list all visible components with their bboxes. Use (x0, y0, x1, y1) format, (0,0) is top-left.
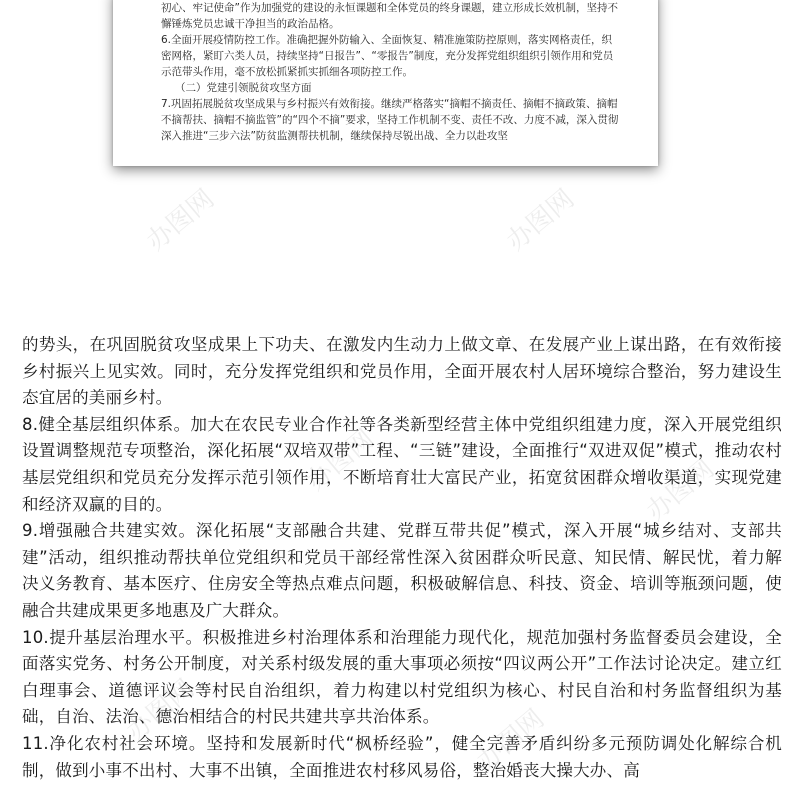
body-paragraph: 的势头，在巩固脱贫攻坚成果上下功夫、在激发内生动力上做文章、在发展产业上谋出路，在有效衔接乡村振兴上见实效。同时，充分发挥党组织和党员作用，全面开展农村人居环境综合整治，努力建设生态宜居的美丽乡村。 (22, 335, 782, 408)
watermark-text: 办图网 (141, 183, 221, 257)
body-paragraph: 9.增强融合共建实效。深化拓展“支部融合共建、党群互带共促”模式，深入开展“城乡结对、支部共建”活动，组织推动帮扶单位党组织和党员干部经常性深入贫困群众听民意、知民情、解民忧，着力解决义务教育、基本医疗、住房安全等热点难点问题，积极破解信息、科技、资金、培训等瓶颈问题，使融合共建成果更多地惠及广大群众。 (22, 521, 782, 620)
watermark-text: 办图网 (471, 703, 551, 777)
preview-text (161, 0, 621, 144)
preview-paragraph: 初心、牢记使命”作为加强党的建设的永恒课题和全体党员的终身课题，建立形成长效机制，坚持不懈锤炼党员忠诚干净担当的政治品格。 (161, 2, 618, 30)
body-paragraph: 10.提升基层治理水平。积极推进乡村治理体系和治理能力现代化，规范加强村务监督委员会建设，全面落实党务、村务公开制度，对关系村级发展的重大事项必须按“四议两公开”工作法讨论决定。建立红白理事会、道德评议会等村民自治组织，着力构建以村党组织为核心、村民自治和村务监督组织为基础，自治、法治、德治相结合的村民共建共享共治体系。 (22, 627, 782, 727)
preview-subheading: （二）党建引领脱贫攻坚方面 (175, 82, 312, 94)
watermark-text: 办图网 (501, 183, 581, 257)
document-preview-card (113, 0, 658, 166)
document-body (22, 332, 782, 784)
body-paragraph: 11.净化农村社会环境。坚持和发展新时代“枫桥经验”，健全完善矛盾纠纷多元预防调处化解综合机制，做到小事不出村、大事不出镇，全面推进农村移风易俗，整治婚丧大操大办、高 (22, 733, 782, 780)
preview-paragraph: 6.全面开展疫情防控工作。准确把握外防输入、全面恢复、精准施策防控原则，落实网格责任，织密网格，紧盯六类人员，持续坚持“日报告”、“零报告”制度，充分发挥党组织组织引领作用和党员示范带头作用，毫不放松抓紧抓实抓细各项防控工作。 (161, 34, 614, 78)
watermark-text: 办图网 (641, 453, 721, 527)
body-paragraph: 8.健全基层组织体系。加大在农民专业合作社等各类新型经营主体中党组织组建力度，深入开展党组织设置调整规范专项整治，深化拓展“双培双带”工程、“三链”建设，全面推行“双进双促”模式，推动农村基层党组织和党员充分发挥示范引领作用，不断培育壮大富民产业，拓宽贫困群众增收渠道，实现党建和经济双赢的目的。 (22, 414, 782, 514)
watermark-text: 办图网 (301, 423, 381, 497)
watermark-text: 办图网 (121, 673, 201, 747)
preview-paragraph: 7.巩固拓展脱贫攻坚成果与乡村振兴有效衔接。继续严格落实“摘帽不摘责任、摘帽不摘政策、摘帽不摘帮扶、摘帽不摘监管”的“四个不摘”要求，坚持工作机制不变、责任不改、力度不减，深入贯彻深入推进“三步六法”防贫监测帮扶机制，继续保持尽锐出战、全力以赴攻坚 (161, 98, 619, 142)
